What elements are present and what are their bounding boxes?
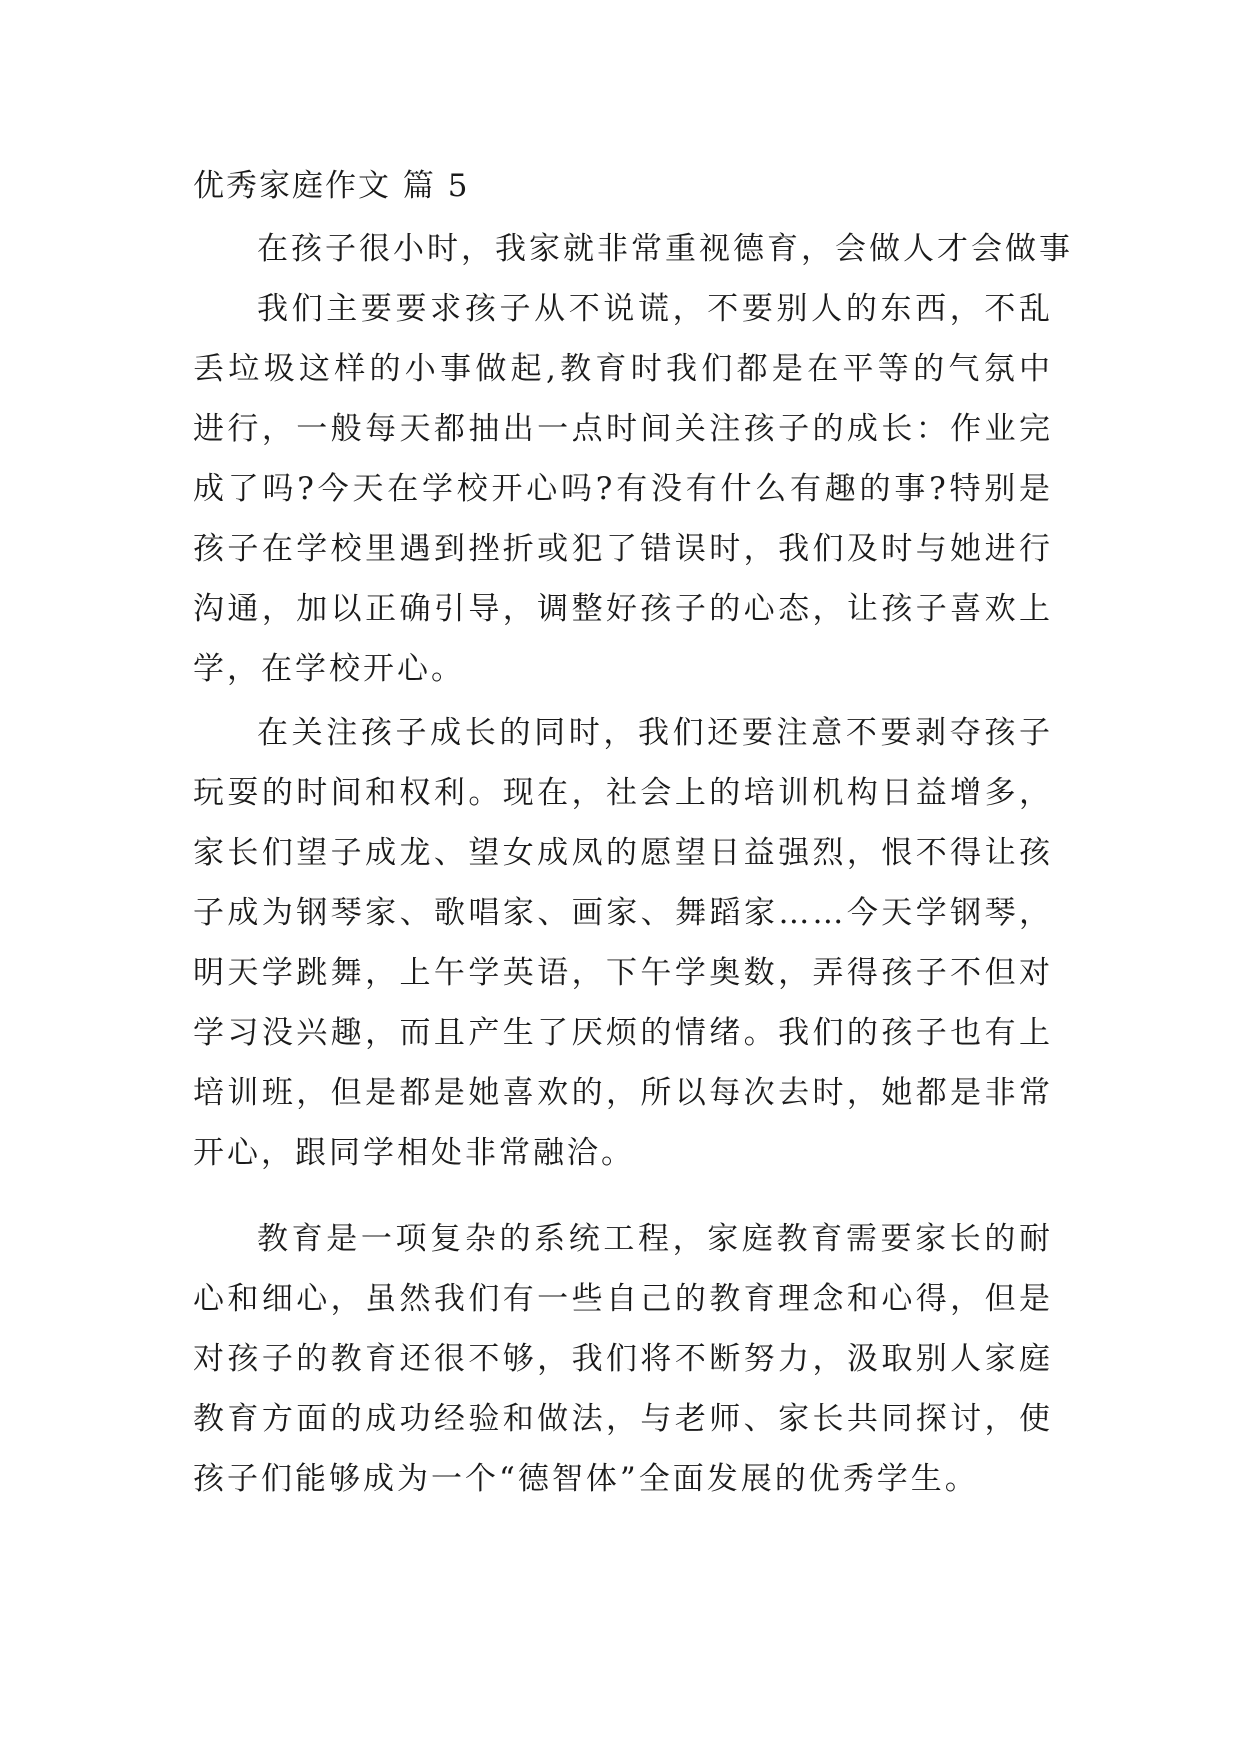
paragraph-1: 在孩子很小时，我家就非常重视德育，会做人才会做事 (257, 231, 1073, 267)
paragraph-2: 我们主要要求孩子从不说谎，不要别人的东西，不乱丢垃圾这样的小事做起,教育时我们都是在平等的气氛中进行，一般每天都抽出一点时间关注孩子的成长：作业完成了吗?今天在学校开心吗?有没有什么有趣的事?特别是孩子在学校里遇到挫折或犯了错误时，我们及时与她进行沟通，加以正确引导，调整好孩子的心态，让孩子喜欢上学，在学校开心。 (193, 291, 1053, 687)
paragraph-4: 教育是一项复杂的系统工程，家庭教育需要家长的耐心和细心，虽然我们有一些自己的教育理念和心得，但是对孩子的教育还很不够，我们将不断努力，汲取别人家庭教育方面的成功经验和做法，与老师、家长共同探讨，使孩子们能够成为一个“德智体”全面发展的优秀学生。 (193, 1221, 1053, 1497)
document-title: 优秀家庭作文 篇 5 (193, 168, 470, 204)
document-body (193, 163, 1073, 1509)
paragraph-3: 在关注孩子成长的同时，我们还要注意不要剥夺孩子玩耍的时间和权利。现在，社会上的培训机构日益增多，家长们望子成龙、望女成凤的愿望日益强烈，恨不得让孩子成为钢琴家、歌唱家、画家、舞蹈家……今天学钢琴，明天学跳舞，上午学英语，下午学奥数，弄得孩子不但对学习没兴趣，而且产生了厌烦的情绪。我们的孩子也有上培训班，但是都是她喜欢的，所以每次去时，她都是非常开心，跟同学相处非常融洽。 (193, 715, 1053, 1171)
paragraph-spacer (193, 1183, 1053, 1209)
